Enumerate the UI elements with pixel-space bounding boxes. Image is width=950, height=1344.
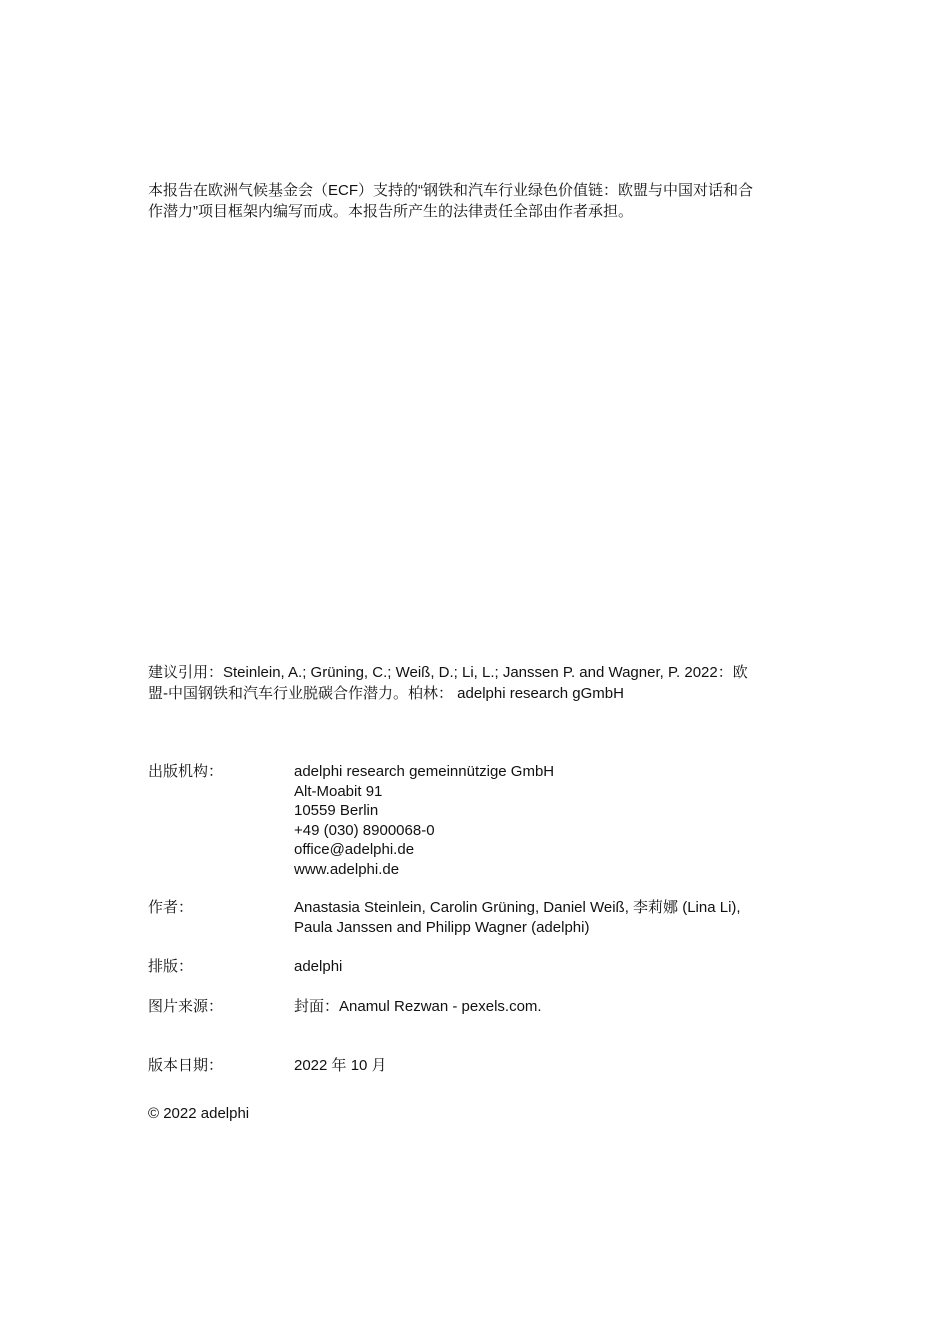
authors-list — [294, 898, 834, 937]
disclaimer-paragraph — [148, 180, 808, 222]
publisher-address — [294, 762, 834, 879]
publisher-phone: +49 (030) 8900068-0 — [294, 821, 435, 839]
citation-line-2: 盟-中国钢铁和汽车行业脱碳合作潜力。柏林： adelphi research gGmbH — [148, 685, 624, 702]
authors-line-1: Anastasia Steinlein, Carolin Grüning, Daniel Weiß, 李莉娜 (Lina Li), — [294, 899, 741, 916]
authors-label: 作者： — [148, 899, 194, 916]
publisher-email: office@adelphi.de — [294, 841, 415, 858]
citation-line-1: 建议引用：Steinlein, A.; Grüning, C.; Weiß, D.; Li, L.; Janssen P. and Wagner, P. 2022：欧 — [148, 664, 748, 681]
copyright-notice: © 2022 adelphi — [148, 1105, 250, 1122]
edition-date-label: 版本日期： — [148, 1057, 224, 1074]
publisher-city: 10559 Berlin — [294, 802, 379, 819]
photo-credits-label: 图片来源： — [148, 998, 224, 1015]
layout-label: 排版： — [148, 958, 194, 975]
layout-value: adelphi — [294, 958, 343, 975]
publisher-website: www.adelphi.de — [294, 860, 400, 878]
publisher-label: 出版机构： — [148, 763, 224, 780]
edition-date-value: 2022 年 10 月 — [294, 1057, 387, 1074]
disclaimer-line-1: 本报告在欧洲气候基金会（ECF）支持的“钢铁和汽车行业绿色价值链：欧盟与中国对话和合 — [148, 182, 753, 199]
photo-credits-value: 封面：Anamul Rezwan - pexels.com. — [294, 998, 542, 1015]
citation-paragraph — [148, 662, 808, 704]
authors-line-2: Paula Janssen and Philipp Wagner (adelphi) — [294, 918, 590, 936]
publisher-street: Alt-Moabit 91 — [294, 782, 383, 800]
disclaimer-line-2: 作潜力”项目框架内编写而成。本报告所产生的法律责任全部由作者承担。 — [148, 203, 633, 220]
publisher-name: adelphi research gemeinnützige GmbH — [294, 763, 555, 780]
